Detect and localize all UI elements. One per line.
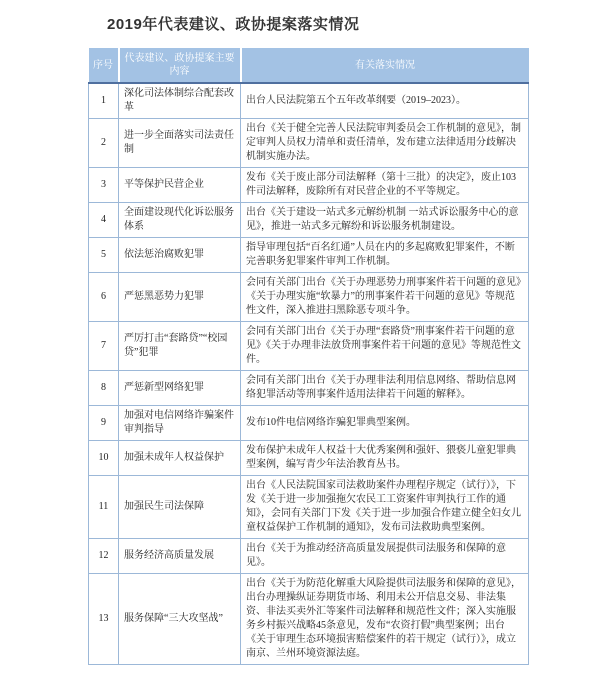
row-proposal: 严惩黑恶势力犯罪	[119, 273, 241, 322]
row-implementation: 发布《关于废止部分司法解释（第十三批）的决定》，废止103件司法解释，废除所有对民营企业的不平等规定。	[241, 168, 529, 203]
row-number: 13	[89, 574, 119, 665]
row-proposal: 严厉打击“套路贷”“校园贷”犯罪	[119, 322, 241, 371]
row-implementation: 出台《人民法院国家司法救助案件办理程序规定（试行）》，下发《关于进一步加强拖欠农民工工资案件审判执行工作的通知》，会同有关部门下发《关于进一步加强合作建立健全妇女儿童权益保护工作机制的通知》，发布司法救助典型案例。	[241, 476, 529, 539]
table-row	[89, 322, 529, 371]
row-proposal: 严惩新型网络犯罪	[119, 371, 241, 406]
table-row	[89, 273, 529, 322]
proposals-table-container	[88, 48, 528, 665]
table-row	[89, 238, 529, 273]
table-row	[89, 441, 529, 476]
table-row	[89, 168, 529, 203]
row-implementation: 出台《关于健全完善人民法院审判委员会工作机制的意见》，制定审判人员权力清单和责任清单，发布建立法律适用分歧解决机制实施办法。	[241, 119, 529, 168]
header-col-proposal: 代表建议、政协提案主要内容	[119, 48, 241, 83]
row-implementation: 指导审理包括“百名红通”人员在内的多起腐败犯罪案件，不断完善职务犯罪案件审判工作机制。	[241, 238, 529, 273]
row-implementation: 出台《关于为推动经济高质量发展提供司法服务和保障的意见》。	[241, 539, 529, 574]
row-number: 1	[89, 83, 119, 119]
row-implementation: 会同有关部门出台《关于办理非法利用信息网络、帮助信息网络犯罪活动等刑事案件适用法律若干问题的解释》。	[241, 371, 529, 406]
row-number: 10	[89, 441, 119, 476]
table-row	[89, 119, 529, 168]
row-implementation: 会同有关部门出台《关于办理恶势力刑事案件若干问题的意见》《关于办理实施“软暴力”的刑事案件若干问题的意见》等规范性文件，深入推进扫黑除恶专项斗争。	[241, 273, 529, 322]
table-row	[89, 406, 529, 441]
row-number: 5	[89, 238, 119, 273]
row-number: 11	[89, 476, 119, 539]
row-number: 3	[89, 168, 119, 203]
row-proposal: 深化司法体制综合配套改革	[119, 83, 241, 119]
row-proposal: 服务经济高质量发展	[119, 539, 241, 574]
table-row	[89, 476, 529, 539]
row-implementation: 发布10件电信网络诈骗犯罪典型案例。	[241, 406, 529, 441]
proposals-table	[88, 48, 529, 665]
row-implementation: 出台人民法院第五个五年改革纲要（2019–2023）。	[241, 83, 529, 119]
row-proposal: 依法惩治腐败犯罪	[119, 238, 241, 273]
row-proposal: 加强民生司法保障	[119, 476, 241, 539]
table-row	[89, 83, 529, 119]
row-number: 9	[89, 406, 119, 441]
table-body	[89, 83, 529, 665]
row-implementation: 出台《关于建设一站式多元解纷机制 一站式诉讼服务中心的意见》，推进一站式多元解纷和诉讼服务机制建设。	[241, 203, 529, 238]
row-number: 7	[89, 322, 119, 371]
table-row	[89, 574, 529, 665]
table-row	[89, 539, 529, 574]
page-title: 2019年代表建议、政协提案落实情况	[107, 16, 360, 33]
row-proposal: 平等保护民营企业	[119, 168, 241, 203]
row-number: 6	[89, 273, 119, 322]
row-proposal: 服务保障“三大攻坚战”	[119, 574, 241, 665]
row-number: 12	[89, 539, 119, 574]
row-number: 4	[89, 203, 119, 238]
row-proposal: 全面建设现代化诉讼服务体系	[119, 203, 241, 238]
row-implementation: 出台《关于为防范化解重大风险提供司法服务和保障的意见》，出台办理操纵证券期货市场、利用未公开信息交易、非法集资、非法买卖外汇等案件司法解释和规范性文件；深入实施服务乡村振兴战略45条意见，发布“农资打假”典型案例；出台《关于审理生态环境损害赔偿案件的若干规定（试行）》，成立南京、兰州环境资源法庭。	[241, 574, 529, 665]
row-proposal: 加强对电信网络诈骗案件审判指导	[119, 406, 241, 441]
row-number: 2	[89, 119, 119, 168]
row-implementation: 发布保护未成年人权益十大优秀案例和强奸、猥亵儿童犯罪典型案例，编写青少年法治教育丛书。	[241, 441, 529, 476]
table-row	[89, 203, 529, 238]
row-number: 8	[89, 371, 119, 406]
row-proposal: 加强未成年人权益保护	[119, 441, 241, 476]
header-col-num: 序号	[89, 48, 119, 83]
header-col-implementation: 有关落实情况	[241, 48, 529, 83]
table-row	[89, 371, 529, 406]
row-implementation: 会同有关部门出台《关于办理“套路贷”刑事案件若干问题的意见》《关于办理非法放贷刑事案件若干问题的意见》等规范性文件。	[241, 322, 529, 371]
table-header	[89, 48, 529, 83]
row-proposal: 进一步全面落实司法责任制	[119, 119, 241, 168]
